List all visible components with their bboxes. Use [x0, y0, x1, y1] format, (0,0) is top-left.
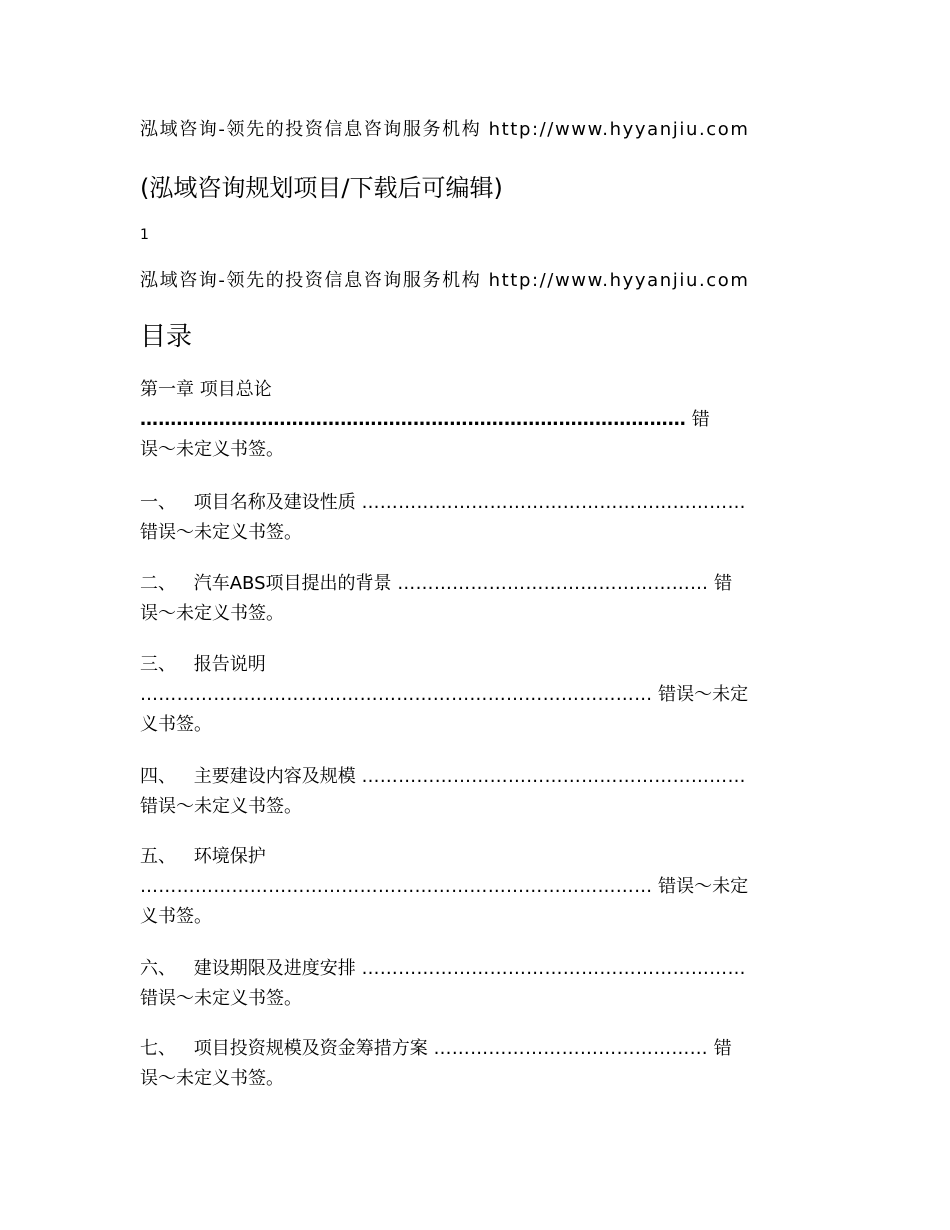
toc-dot-leader: ………………………………………………………: [361, 958, 746, 979]
page-number: 1: [140, 227, 149, 243]
document-subtitle: (泓域咨询规划项目/下载后可编辑): [140, 174, 503, 202]
toc-entry-number: 二、: [140, 573, 176, 594]
toc-entry-number: 三、: [140, 654, 176, 675]
toc-entry-number: 五、: [140, 846, 176, 867]
toc-dot-leader: ………………………………………………………: [361, 766, 746, 787]
toc-chapter-label: 第一章 项目总论: [140, 379, 272, 400]
toc-entry-number: 七、: [140, 1038, 176, 1059]
toc-page-ref-continued: 义书签。: [140, 906, 212, 927]
toc-page-ref: 错误～未定: [658, 876, 749, 897]
toc-entry-number: 六、: [140, 958, 176, 979]
toc-entry-number: 一、: [140, 492, 176, 513]
toc-page-ref-continued: 义书签。: [140, 714, 212, 735]
toc-page-ref-continued: 误～未定义书签。: [140, 1068, 284, 1089]
toc-entry-5[interactable]: [140, 842, 820, 932]
toc-dot-leader: ………………………………………: [433, 1038, 708, 1059]
toc-entry-2[interactable]: [140, 569, 820, 629]
toc-page-ref-continued: 错误～未定义书签。: [140, 988, 302, 1009]
toc-page-ref: 错误～未定: [658, 684, 749, 705]
toc-dot-leader: ……………………………………………: [397, 573, 709, 594]
toc-entry-number: 四、: [140, 766, 176, 787]
toc-entry-label: 主要建设内容及规模: [193, 766, 356, 787]
toc-entry-label: 项目名称及建设性质: [193, 492, 356, 513]
toc-page-ref: 错: [713, 1038, 732, 1059]
toc-entry-label: 项目投资规模及资金筹措方案: [193, 1038, 428, 1059]
toc-entry-label: 建设期限及进度安排: [193, 958, 356, 979]
toc-title: 目录: [140, 322, 193, 352]
toc-entry-1[interactable]: [140, 488, 820, 548]
toc-dot-leader: …………………………………………………………………………: [140, 876, 653, 897]
toc-page-ref-continued: 误～未定义书签。: [140, 603, 284, 624]
toc-entry-7[interactable]: [140, 1034, 820, 1094]
toc-entry-4[interactable]: [140, 762, 820, 822]
toc-entry-label: 报告说明: [193, 654, 266, 675]
toc-entry-label: 环境保护: [193, 846, 266, 867]
toc-dot-leader: …………………………………………………………………………: [140, 684, 653, 705]
toc-entry-6[interactable]: [140, 954, 820, 1014]
toc-page-ref: 错: [691, 409, 710, 430]
toc-entry-label: 汽车ABS项目提出的背景: [193, 573, 392, 594]
toc-page-ref-continued: 误～未定义书签。: [140, 439, 284, 460]
toc-chapter-entry[interactable]: [140, 375, 820, 465]
toc-entry-3[interactable]: [140, 650, 820, 740]
toc-page-ref-continued: 错误～未定义书签。: [140, 522, 302, 543]
toc-page-ref: 错: [714, 573, 733, 594]
toc-dot-leader: ………………………………………………………: [361, 492, 746, 513]
toc-dot-leader: ………………………………………………………………………………: [140, 409, 686, 430]
header-line-repeat: 泓域咨询-领先的投资信息咨询服务机构 http://www.hyyanjiu.com: [140, 270, 750, 291]
header-line: 泓域咨询-领先的投资信息咨询服务机构 http://www.hyyanjiu.com: [140, 119, 750, 140]
toc-page-ref-continued: 错误～未定义书签。: [140, 796, 302, 817]
